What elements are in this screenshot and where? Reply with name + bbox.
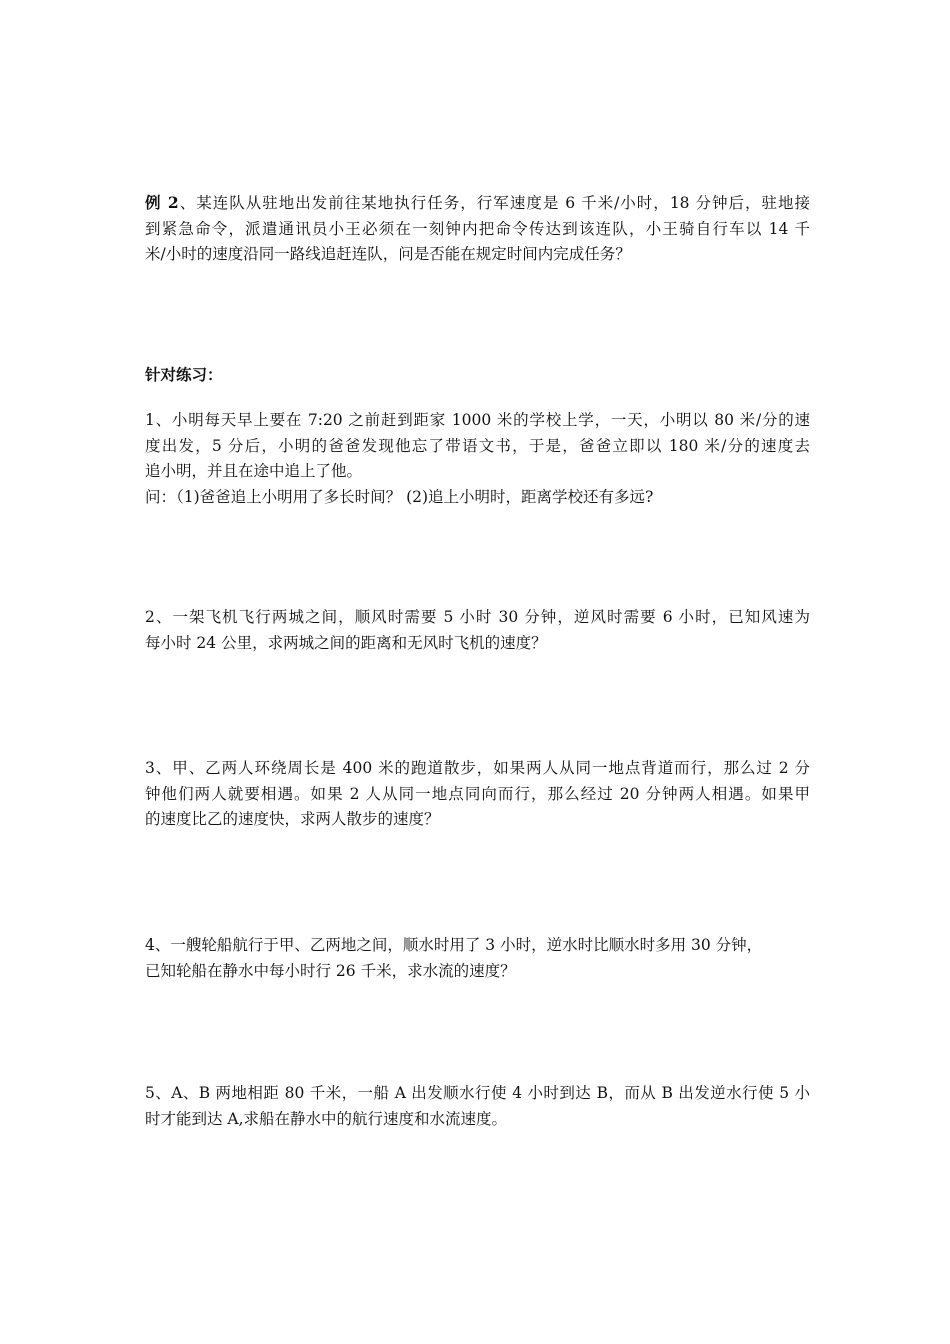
practice-heading: 针对练习：	[145, 365, 223, 384]
example-2-line-1: 例 2、某连队从驻地出发前往某地执行任务，行军速度是 6 千米/小时，18 分钟后，驻地接	[145, 193, 811, 212]
question-3	[145, 756, 810, 833]
question-2-line-1: 2、一架飞机飞行两城之间，顺风时需要 5 小时 30 分钟，逆风时需要 6 小时，已知风速为	[145, 608, 810, 626]
example-2	[145, 190, 810, 268]
question-2	[145, 605, 810, 656]
question-3-line-2: 钟他们两人就要相遇。如果 2 人从同一地点同向而行，那么经过 20 分钟两人相遇。如果甲	[145, 784, 810, 803]
question-5	[145, 1081, 810, 1132]
question-4-line-2: 已知轮船在静水中每小时行 26 千米，求水流的速度？	[145, 961, 516, 980]
example-2-line-2: 到紧急命令，派遣通讯员小王必须在一刻钟内把命令传达到该连队，小王骑自行车以 14 千	[145, 219, 810, 238]
question-3-line-1: 3、甲、乙两人环绕周长是 400 米的跑道散步，如果两人从同一地点背道而行，那么过 2 分	[145, 759, 810, 777]
question-4	[145, 933, 810, 984]
question-5-line-2: 时才能到达 A,求船在静水中的航行速度和水流速度。	[145, 1109, 508, 1128]
example-2-line-3: 米/小时的速度沿同一路线追赶连队，问是否能在规定时间内完成任务？	[145, 245, 631, 263]
question-1-line-2: 度出发，5 分后，小明的爸爸发现他忘了带语文书，于是，爸爸立即以 180 米/分的速度去	[145, 436, 810, 455]
question-1-line-3: 追小明，并且在途中追上了他。	[145, 462, 363, 480]
question-3-line-3: 的速度比乙的速度快，求两人散步的速度？	[145, 810, 440, 828]
example-2-label: 例 2	[145, 193, 179, 212]
question-4-line-1: 4、一艘轮船航行于甲、乙两地之间，顺水时用了 3 小时，逆水时比顺水时多用 30 分钟，	[145, 936, 763, 954]
question-1-line-1: 1、小明每天早上要在 7:20 之前赶到距家 1000 米的学校上学，一天，小明以 80 米/分的速	[145, 411, 810, 429]
question-1-subquestions: 问：（1)爸爸追上小明用了多长时间？ (2)追上小明时，距离学校还有多远?	[145, 487, 654, 506]
question-2-line-2: 每小时 24 公里，求两城之间的距离和无风时飞机的速度？	[145, 633, 547, 652]
question-1	[145, 408, 810, 510]
question-5-line-1: 5、A、B 两地相距 80 千米，一船 A 出发顺水行使 4 小时到达 B，而从 B 出发逆水行使 5 小	[145, 1084, 810, 1102]
